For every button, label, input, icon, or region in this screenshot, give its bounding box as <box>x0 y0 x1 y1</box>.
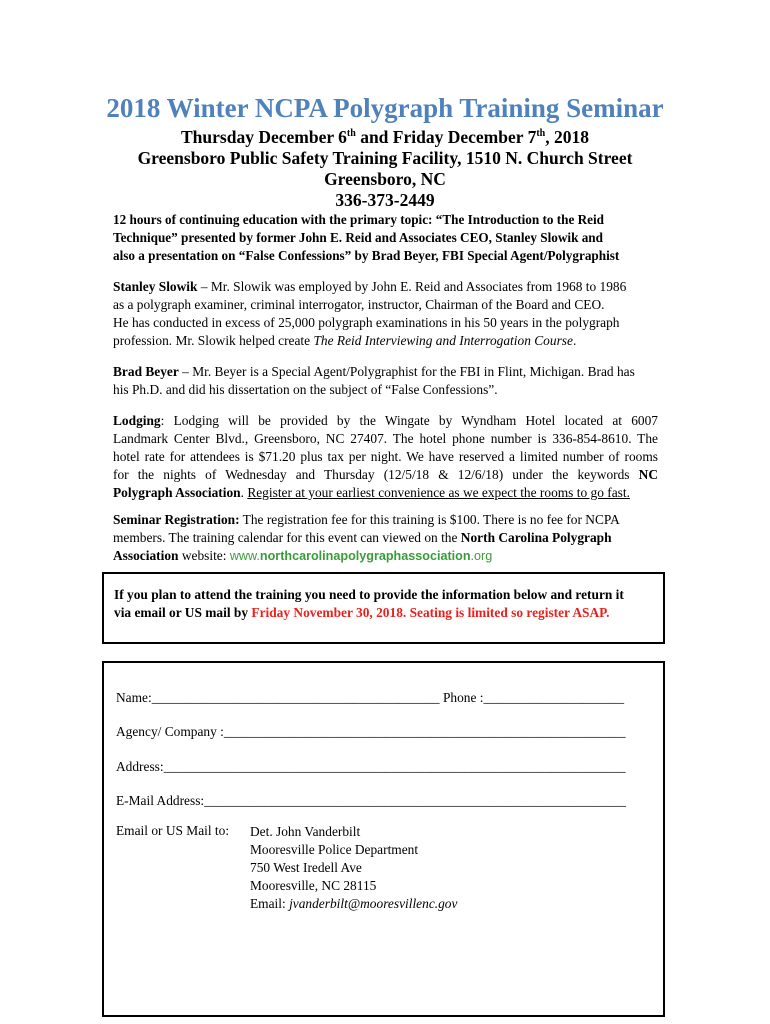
page-title: 2018 Winter NCPA Polygraph Training Seminar <box>106 93 664 123</box>
contact-email-link[interactable]: jvanderbilt@mooresvillenc.gov <box>289 896 458 911</box>
mail-to-label: Email or US Mail to: <box>116 823 230 838</box>
name-phone-field[interactable]: Name:___________________________________________ Phone :_____________________ <box>116 690 625 705</box>
event-phone: 336-373-2449 <box>335 190 435 210</box>
intro-paragraph: 12 hours of continuing education with the primary topic: “The Introduction to the Reid Technique” presented by former John E. Reid and Associates CEO, Stanley Slowik and also a presentation on “False Confessions” by Brad Beyer, FBI Special Agent/Polygraphist <box>113 212 620 263</box>
association-website-link[interactable]: www.northcarolinapolygraphassociation.org <box>229 549 493 563</box>
event-dates: Thursday December 6th and Friday December 7th, 2018 <box>181 127 589 147</box>
notice-box: If you plan to attend the training you need to provide the information below and return it via email or US mail by Friday November 30, 2018. Seating is limited so register ASAP. <box>102 572 665 644</box>
slowik-bio: Stanley Slowik – Mr. Slowik was employed by John E. Reid and Associates from 1968 to 1986 as a polygraph examiner, criminal interrogator, instructor, Chairman of the Board and CEO. He has conducted in excess of 25,000 polygraph examinations in his 50 years in the polygraph profession. Mr. Slowik helped create The Reid Interviewing and Interrogation Course. <box>113 279 627 348</box>
event-venue: Greensboro Public Safety Training Facility, 1510 N. Church Street <box>137 148 633 168</box>
beyer-bio: Brad Beyer – Mr. Beyer is a Special Agent/Polygraphist for the FBI in Flint, Michigan. Brad has his Ph.D. and did his dissertation on the subject of “False Confessions”. <box>113 364 635 397</box>
deadline-text: Friday November 30, 2018. Seating is limited so register ASAP. <box>251 605 610 620</box>
registration-form <box>102 661 665 1017</box>
email-field[interactable]: E-Mail Address:_______________________________________________________________ <box>116 793 626 808</box>
mail-address-block: Det. John Vanderbilt Mooresville Police Department 750 West Iredell Ave Mooresville, NC 28115 Email: jvanderbilt@mooresvillenc.gov <box>250 824 458 911</box>
lodging-info: Lodging: Lodging will be provided by the Wingate by Wyndham Hotel located at 6007 Landmark Center Blvd., Greensboro, NC 27407. The hotel phone number is 336-854-8610. The hotel rate for attendees is $71.20 plus tax per night. We have reserved a limited number of rooms for the nights of Wednesday and Thursday (12/5/18 & 12/6/18) under the keywords NC Polygraph Association. Register at your earliest convenience as we expect the rooms to go fast. <box>113 413 658 500</box>
agency-field[interactable]: Agency/ Company :____________________________________________________________ <box>116 724 626 739</box>
lodging-note: Register at your earliest convenience as we expect the rooms to go fast. <box>247 485 630 500</box>
registration-info: Seminar Registration: The registration fee for this training is $100. There is no fee for NCPA members. The training calendar for this event can viewed on the North Carolina Polygraph Association website: www.northcarolinapolygraphassociation.org <box>113 512 620 563</box>
event-city: Greensboro, NC <box>324 169 446 189</box>
address-field[interactable]: Address:_____________________________________________________________________ <box>116 759 626 774</box>
